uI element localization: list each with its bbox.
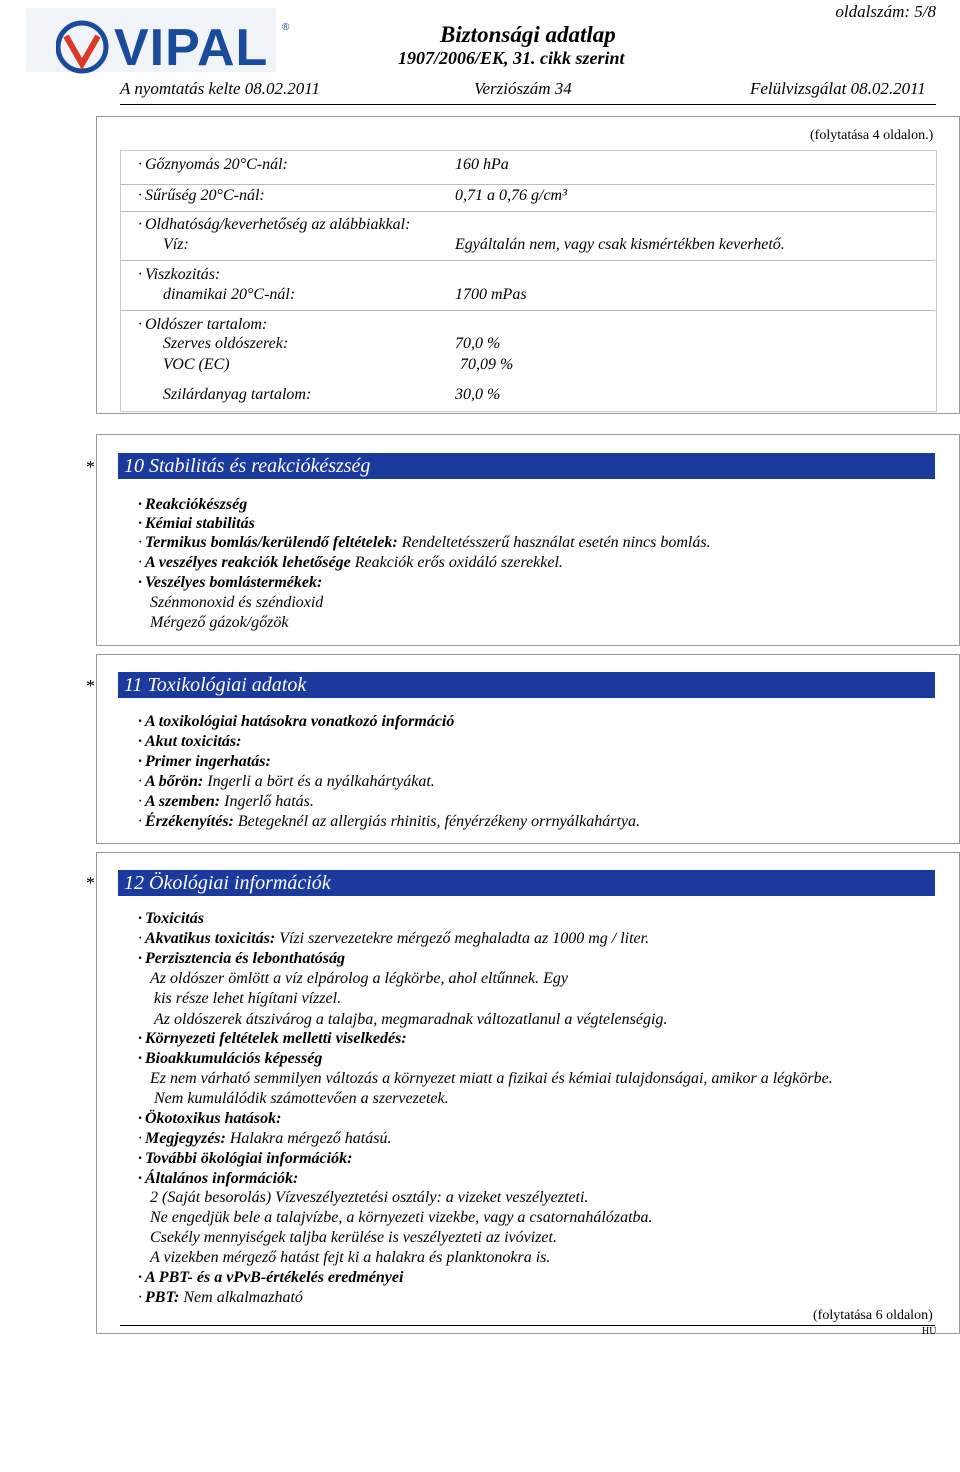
section-12-title: 12 Ökológiai információk	[118, 870, 935, 896]
viscosity-label: · Viszkozitás:	[138, 266, 221, 283]
row-divider	[120, 310, 935, 311]
solubility-label: · Oldhatóság/keverhetőség az alábbiakkal:	[138, 216, 411, 233]
general-info-text-2: Ne engedjük bele a talajvízbe, a környezeti vizekbe, vagy a csatornahálózatba.	[150, 1209, 653, 1226]
logo-wordmark: VIPAL	[114, 19, 269, 77]
revision-star: *	[86, 873, 95, 893]
general-info-text-3: Csekély mennyiségek taljba kerülése is veszélyezteti az ivóvizet.	[150, 1229, 557, 1246]
organic-solvents-value: 70,0 %	[455, 335, 501, 352]
decomposition-products-label: · Veszélyes bomlástermékek:	[138, 574, 323, 591]
organic-solvents-label: Szerves oldószerek:	[163, 335, 289, 352]
general-info: · Általános információk:	[138, 1170, 299, 1187]
decomposition-product-1: Szénmonoxid és széndioxid	[150, 594, 324, 611]
row-divider	[120, 211, 935, 212]
print-date: A nyomtatás kelte 08.02.2011	[120, 79, 321, 98]
further-ecological-info: · További ökológiai információk:	[138, 1150, 353, 1167]
row-divider	[120, 184, 935, 185]
pbt-vpvb-results: · A PBT- és a vPvB-értékelés eredményei	[138, 1269, 404, 1286]
vipal-logo-icon	[56, 20, 112, 74]
page-number: oldalszám: 5/8	[835, 2, 936, 21]
continued-to-note: (folytatása 6 oldalon)	[813, 1308, 933, 1323]
footer-rule	[120, 1325, 935, 1326]
continued-from-note: (folytatása 4 oldalon.)	[810, 128, 934, 143]
toxicological-info: · A toxikológiai hatásokra vonatkozó információ	[138, 713, 455, 730]
general-info-text-1: 2 (Saját besorolás) Vízveszélyeztetési osztály: a vizeket veszélyezteti.	[150, 1189, 589, 1206]
version: Verziószám 34	[474, 79, 572, 98]
persistence: · Perzisztencia és lebonthatóság	[138, 950, 346, 967]
bioaccumulation-text-1: Ez nem várható semmilyen változás a környezet miatt a fizikai és kémiai tulajdonságai, amikor a légkörbe.	[150, 1070, 833, 1087]
sensitization: · Érzékenyítés: Betegeknél az allergiás rhinitis, fényérzékeny orrnyálkahártya.	[138, 813, 640, 830]
vapor-pressure-value: 160 hPa	[455, 156, 509, 173]
decomposition-product-2: Mérgező gázok/gőzök	[150, 614, 289, 631]
vapor-pressure-label: · Gőznyomás 20°C-nál:	[138, 156, 288, 173]
skin-effect: · A bőrön: Ingerli a bört és a nyálkahártyákat.	[138, 773, 435, 790]
dynamic-viscosity-value: 1700 mPas	[455, 286, 527, 303]
header-rule	[120, 104, 936, 105]
revision-star: *	[86, 676, 95, 696]
eye-effect: · A szemben: Ingerlő hatás.	[138, 793, 314, 810]
vipal-logo	[26, 8, 290, 77]
persistence-text-3: Az oldószerek átszivárog a talajba, megmaradnak változatlanul a végtelenségig.	[154, 1011, 668, 1028]
hazardous-reactions: · A veszélyes reakciók lehetősége Reakciók erős oxidáló szerekkel.	[138, 554, 563, 571]
water-value: Egyáltalán nem, vagy csak kismértékben keverhető.	[455, 236, 785, 253]
thermal-decomposition: · Termikus bomlás/kerülendő feltételek: Rendeltetésszerű használat esetén nincs bomlás.	[138, 534, 711, 551]
voc-value: 70,09 %	[460, 356, 514, 373]
density-label: · Sűrűség 20°C-nál:	[138, 187, 265, 204]
reactivity: · Reakciókészség	[138, 496, 248, 513]
primary-irritation: · Primer ingerhatás:	[138, 753, 271, 770]
document-title: Biztonsági adatlap	[440, 22, 616, 47]
solvent-content-label: · Oldószer tartalom:	[138, 316, 268, 333]
acute-toxicity: · Akut toxicitás:	[138, 733, 242, 750]
density-value: 0,71 a 0,76 g/cm³	[455, 187, 567, 204]
solids-content-label: Szilárdanyag tartalom:	[163, 386, 312, 403]
chemical-stability: · Kémiai stabilitás	[138, 515, 255, 532]
water-label: Víz:	[163, 236, 189, 253]
logo-registered-mark: ®	[282, 22, 290, 33]
revision-date: Felülvizsgálat 08.02.2011	[750, 79, 926, 98]
ecotoxic-effects: · Ökotoxikus hatások:	[138, 1110, 282, 1127]
row-divider	[120, 260, 935, 261]
bioaccumulation-text-2: Nem kumulálódik számottevően a szervezetek.	[154, 1090, 449, 1107]
general-info-text-4: A vizekben mérgező hatást fejt ki a halakra és planktonokra is.	[150, 1249, 551, 1266]
remark: · Megjegyzés: Halakra mérgező hatású.	[138, 1130, 392, 1147]
section-10-title: 10 Stabilitás és reakciókészség	[118, 453, 935, 479]
pbt: · PBT: Nem alkalmazható	[138, 1289, 303, 1306]
solids-content-value: 30,0 %	[455, 386, 501, 403]
revision-star: *	[86, 457, 95, 477]
persistence-text-1: Az oldószer ömlött a víz elpárolog a légkörbe, ahol eltűnnek. Egy	[150, 970, 569, 987]
bioaccumulation: · Bioakkumulációs képesség	[138, 1050, 323, 1067]
document-subtitle: 1907/2006/EK, 31. cikk szerint	[398, 48, 625, 68]
voc-label: VOC (EC)	[163, 356, 230, 373]
dynamic-viscosity-label: dinamikai 20°C-nál:	[163, 286, 296, 303]
language-code: HU	[922, 1326, 937, 1337]
environmental-behaviour: · Környezeti feltételek melletti viselkedés:	[138, 1030, 407, 1047]
aquatic-toxicity: · Akvatikus toxicitás: Vízi szervezetekre mérgező meghaladta az 1000 mg / liter.	[138, 930, 650, 947]
persistence-text-2: kis része lehet hígítani vízzel.	[154, 990, 342, 1007]
section-11-title: 11 Toxikológiai adatok	[118, 672, 935, 698]
toxicity: · Toxicitás	[138, 910, 204, 927]
